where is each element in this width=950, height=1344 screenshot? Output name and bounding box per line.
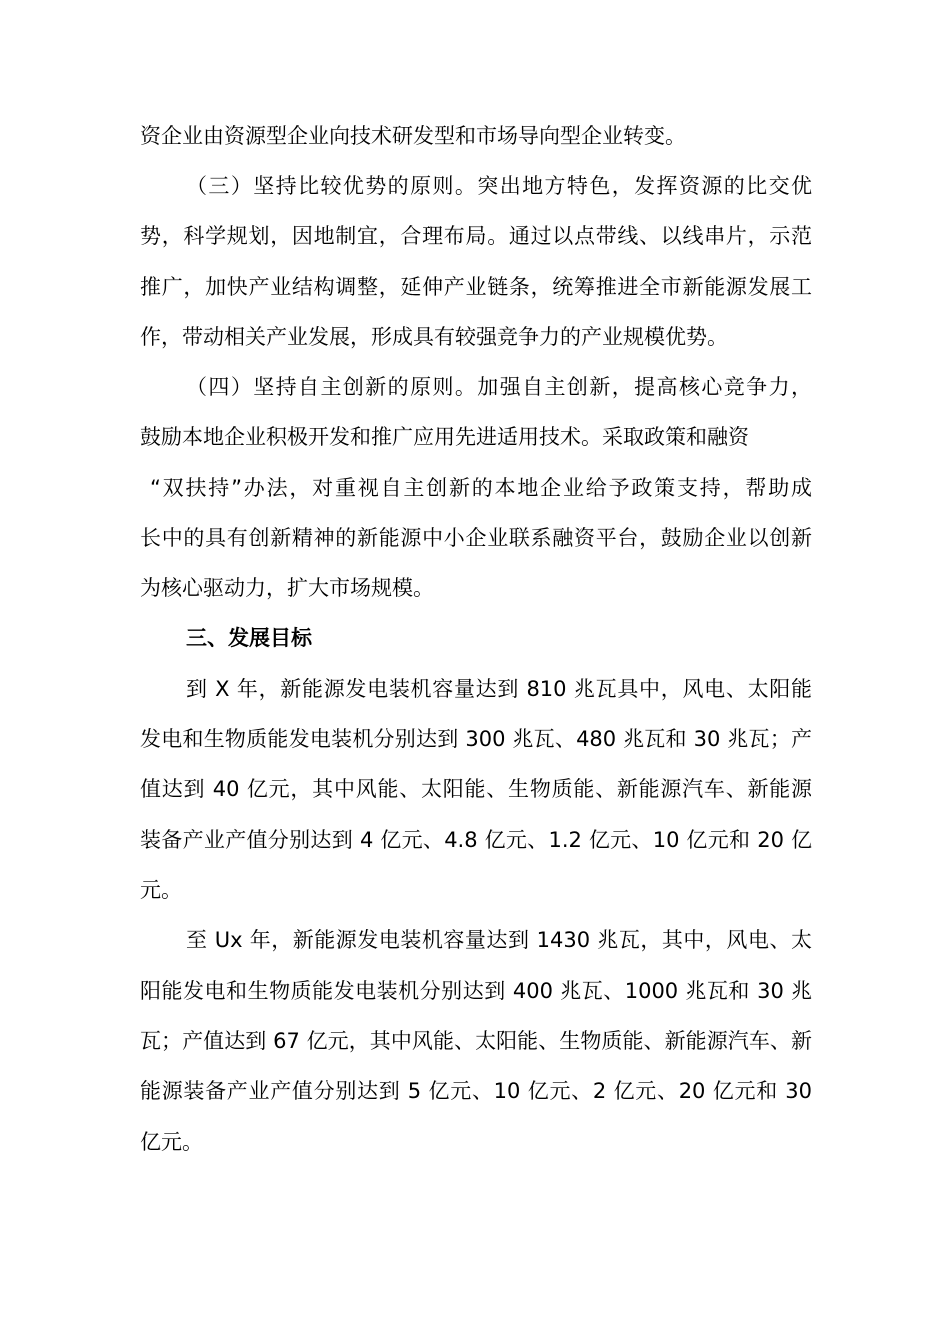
text-line: 能源装备产业产值分别达到 5 亿元、10 亿元、2 亿元、20 亿元和 30 bbox=[140, 1079, 812, 1103]
text-line: 鼓励本地企业积极开发和推广应用先进适用技术。采取政策和融资 bbox=[140, 425, 749, 449]
text-line: 值达到 40 亿元，其中风能、太阳能、生物质能、新能源汽车、新能源 bbox=[140, 777, 812, 801]
text-line: 亿元。 bbox=[140, 1130, 203, 1154]
text-line: 阳能发电和生物质能发电装机分别达到 400 兆瓦、1000 兆瓦和 30 兆 bbox=[140, 979, 812, 1003]
text-line: 势，科学规划，因地制宜，合理布局。通过以点带线、以线串片，示范 bbox=[140, 224, 812, 248]
text-line: 为核心驱动力，扩大市场规模。 bbox=[140, 576, 434, 600]
text-line: 瓦；产值达到 67 亿元，其中风能、太阳能、生物质能、新能源汽车、新 bbox=[140, 1029, 812, 1053]
text-line: 到 X 年，新能源发电装机容量达到 810 兆瓦具中，风电、太阳能 bbox=[186, 677, 812, 701]
text-line: 元。 bbox=[140, 878, 182, 902]
text-line: 资企业由资源型企业向技术研发型和市场导向型企业转变。 bbox=[140, 124, 686, 148]
text-line: （三）坚持比较优势的原则。突出地方特色，发挥资源的比交优 bbox=[186, 174, 812, 198]
text-line: （四）坚持自主创新的原则。加强自主创新，提高核心竞争力， bbox=[186, 375, 812, 399]
section-heading: 三、发展目标 bbox=[186, 626, 312, 650]
text-line: 长中的具有创新精神的新能源中小企业联系融资平台，鼓励企业以创新 bbox=[140, 526, 812, 550]
text-line: “双扶持”办法，对重视自主创新的本地企业给予政策支持，帮助成 bbox=[150, 476, 812, 500]
text-line: 至 Ux 年，新能源发电装机容量达到 1430 兆瓦，其中，风电、太 bbox=[186, 928, 812, 952]
text-line: 作，带动相关产业发展，形成具有较强竞争力的产业规模优势。 bbox=[140, 325, 728, 349]
text-line: 装备产业产值分别达到 4 亿元、4.8 亿元、1.2 亿元、10 亿元和 20 亿 bbox=[140, 828, 812, 852]
text-line: 推广，加快产业结构调整，延伸产业链条，统筹推进全市新能源发展工 bbox=[140, 275, 812, 299]
text-line: 发电和生物质能发电装机分别达到 300 兆瓦、480 兆瓦和 30 兆瓦；产 bbox=[140, 727, 812, 751]
